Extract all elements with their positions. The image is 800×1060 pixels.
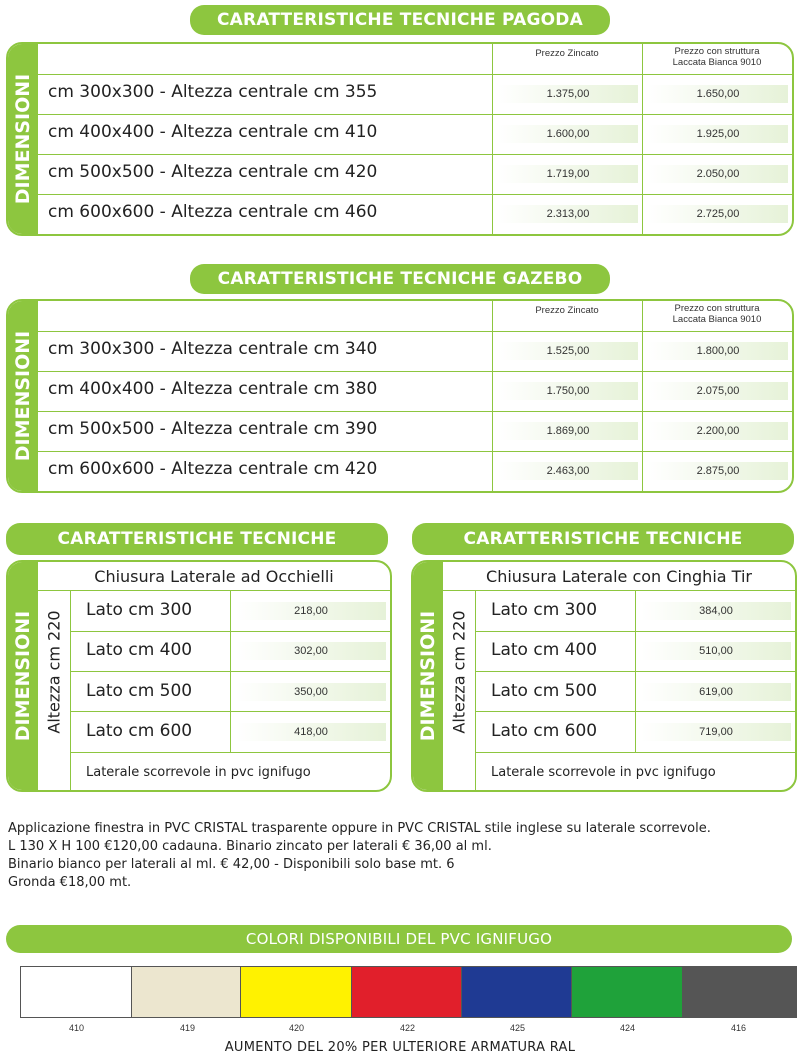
- gazebo-price-laccata: 2.075,00: [648, 382, 788, 400]
- pagoda-col-laccata-line1: Prezzo con struttura: [674, 46, 760, 57]
- left-box-title-banner: [6, 523, 388, 555]
- divider: [475, 711, 795, 712]
- divider: [642, 44, 643, 234]
- divider: [38, 331, 792, 332]
- divider: [38, 451, 792, 452]
- left-box-row-label: Lato cm 300: [86, 600, 193, 620]
- color-swatch-422: [351, 966, 466, 1018]
- right-box-subtitle: Chiusura Laterale con Cinghia Tir: [486, 567, 752, 586]
- note-line: L 130 X H 100 €120,00 cadauna. Binario zincato per laterali € 36,00 al ml.: [8, 839, 492, 854]
- left-box-title: CARATTERISTICHE TECNICHE: [57, 529, 337, 549]
- gazebo-table: [6, 299, 794, 493]
- right-box-price: 719,00: [641, 723, 791, 741]
- pagoda-price-laccata: 2.050,00: [648, 165, 788, 183]
- pagoda-price-zincato: 2.313,00: [498, 205, 638, 223]
- left-box-row-label: Lato cm 600: [86, 721, 193, 741]
- color-code: 420: [288, 1023, 305, 1033]
- divider: [70, 752, 390, 753]
- divider: [492, 301, 493, 491]
- gazebo-col-laccata: [646, 303, 788, 325]
- divider: [38, 590, 390, 591]
- divider: [70, 671, 390, 672]
- left-box-table: [6, 560, 392, 792]
- pagoda-row-label: cm 500x500 - Altezza centrale cm 420: [48, 162, 378, 182]
- gazebo-col-laccata-line1: Prezzo con struttura: [674, 303, 760, 314]
- pagoda-side-bar: [8, 44, 38, 234]
- left-box-side-label: DIMENSIONI: [12, 610, 34, 742]
- right-box-row-label: Lato cm 300: [491, 600, 598, 620]
- gazebo-price-laccata: 2.200,00: [648, 422, 788, 440]
- divider: [38, 194, 792, 195]
- color-swatch-424: [571, 966, 686, 1018]
- gazebo-row-label: cm 400x400 - Altezza centrale cm 380: [48, 379, 378, 399]
- pagoda-price-zincato: 1.600,00: [498, 125, 638, 143]
- gazebo-col-zincato: Prezzo Zincato: [535, 305, 599, 316]
- gazebo-col-laccata-line2: Laccata Bianca 9010: [672, 314, 762, 325]
- note-line: Gronda €18,00 mt.: [8, 875, 132, 890]
- pagoda-title-banner: [190, 5, 610, 35]
- right-box-footer: Laterale scorrevole in pvc ignifugo: [491, 765, 716, 780]
- left-box-height-col: [38, 592, 70, 752]
- color-code: 410: [68, 1023, 85, 1033]
- color-swatch-410: [20, 966, 135, 1018]
- divider: [38, 154, 792, 155]
- left-box-subtitle: Chiusura Laterale ad Occhielli: [94, 567, 334, 586]
- gazebo-title: CARATTERISTICHE TECNICHE GAZEBO: [217, 269, 583, 289]
- pagoda-row-label: cm 400x400 - Altezza centrale cm 410: [48, 122, 378, 142]
- pagoda-col-zincato: Prezzo Zincato: [535, 48, 599, 59]
- pagoda-price-laccata: 1.650,00: [648, 85, 788, 103]
- gazebo-price-zincato: 1.750,00: [498, 382, 638, 400]
- left-box-row-label: Lato cm 500: [86, 681, 193, 701]
- gazebo-price-zincato: 1.525,00: [498, 342, 638, 360]
- notes-block: [8, 820, 798, 892]
- divider: [70, 711, 390, 712]
- divider: [38, 411, 792, 412]
- pagoda-price-zincato: 1.375,00: [498, 85, 638, 103]
- color-code: 422: [399, 1023, 416, 1033]
- right-box-height-col: [443, 592, 475, 752]
- colors-title: COLORI DISPONIBILI DEL PVC IGNIFUGO: [245, 930, 553, 948]
- colors-title-banner: [6, 925, 792, 953]
- pagoda-title: CARATTERISTICHE TECNICHE PAGODA: [217, 10, 583, 30]
- right-box-table: [411, 560, 797, 792]
- left-box-height-label: Altezza cm 220: [44, 610, 64, 734]
- right-box-title: CARATTERISTICHE TECNICHE: [463, 529, 743, 549]
- right-box-row-label: Lato cm 600: [491, 721, 598, 741]
- pagoda-table: [6, 42, 794, 236]
- divider: [70, 631, 390, 632]
- color-swatch-420: [240, 966, 355, 1018]
- color-swatch-425: [461, 966, 576, 1018]
- left-box-price: 302,00: [236, 642, 386, 660]
- divider: [475, 631, 795, 632]
- gazebo-price-laccata: 1.800,00: [648, 342, 788, 360]
- divider: [475, 590, 476, 790]
- color-code: 419: [179, 1023, 196, 1033]
- left-box-row-label: Lato cm 400: [86, 640, 193, 660]
- left-box-footer: Laterale scorrevole in pvc ignifugo: [86, 765, 311, 780]
- gazebo-row-label: cm 300x300 - Altezza centrale cm 340: [48, 339, 378, 359]
- divider: [642, 301, 643, 491]
- left-box-price: 218,00: [236, 602, 386, 620]
- color-code: 416: [730, 1023, 747, 1033]
- divider: [38, 114, 792, 115]
- gazebo-row-label: cm 600x600 - Altezza centrale cm 420: [48, 459, 378, 479]
- right-box-title-banner: [412, 523, 794, 555]
- pagoda-price-laccata: 2.725,00: [648, 205, 788, 223]
- right-box-price: 384,00: [641, 602, 791, 620]
- pagoda-side-label: DIMENSIONI: [12, 73, 34, 205]
- pagoda-price-zincato: 1.719,00: [498, 165, 638, 183]
- divider: [38, 74, 792, 75]
- left-box-price: 418,00: [236, 723, 386, 741]
- left-box-price: 350,00: [236, 683, 386, 701]
- pagoda-col-laccata: [646, 46, 788, 68]
- right-box-height-label: Altezza cm 220: [449, 610, 469, 734]
- note-line: Applicazione finestra in PVC CRISTAL trasparente oppure in PVC CRISTAL stile inglese su laterale scorrevole.: [8, 821, 711, 836]
- left-box-side-bar: [8, 562, 38, 790]
- pagoda-row-label: cm 300x300 - Altezza centrale cm 355: [48, 82, 378, 102]
- divider: [475, 671, 795, 672]
- color-code: 424: [619, 1023, 636, 1033]
- divider: [475, 752, 795, 753]
- color-swatch-416: [682, 966, 797, 1018]
- divider: [70, 590, 71, 790]
- color-code: 425: [509, 1023, 526, 1033]
- gazebo-side-bar: [8, 301, 38, 491]
- divider: [38, 371, 792, 372]
- gazebo-side-label: DIMENSIONI: [12, 330, 34, 462]
- gazebo-price-zincato: 1.869,00: [498, 422, 638, 440]
- colors-footer: AUMENTO DEL 20% PER ULTERIORE ARMATURA RAL: [224, 1040, 576, 1055]
- note-line: Binario bianco per laterali al ml. € 42,00 - Disponibili solo base mt. 6: [8, 857, 455, 872]
- right-box-row-label: Lato cm 400: [491, 640, 598, 660]
- right-box-price: 619,00: [641, 683, 791, 701]
- pagoda-price-laccata: 1.925,00: [648, 125, 788, 143]
- gazebo-title-banner: [190, 264, 610, 294]
- right-box-side-bar: [413, 562, 443, 790]
- divider: [443, 590, 795, 591]
- right-box-row-label: Lato cm 500: [491, 681, 598, 701]
- right-box-side-label: DIMENSIONI: [417, 610, 439, 742]
- color-swatch-419: [131, 966, 246, 1018]
- gazebo-price-zincato: 2.463,00: [498, 462, 638, 480]
- gazebo-price-laccata: 2.875,00: [648, 462, 788, 480]
- divider: [492, 44, 493, 234]
- gazebo-row-label: cm 500x500 - Altezza centrale cm 390: [48, 419, 378, 439]
- pagoda-col-laccata-line2: Laccata Bianca 9010: [672, 57, 762, 68]
- pagoda-row-label: cm 600x600 - Altezza centrale cm 460: [48, 202, 378, 222]
- right-box-price: 510,00: [641, 642, 791, 660]
